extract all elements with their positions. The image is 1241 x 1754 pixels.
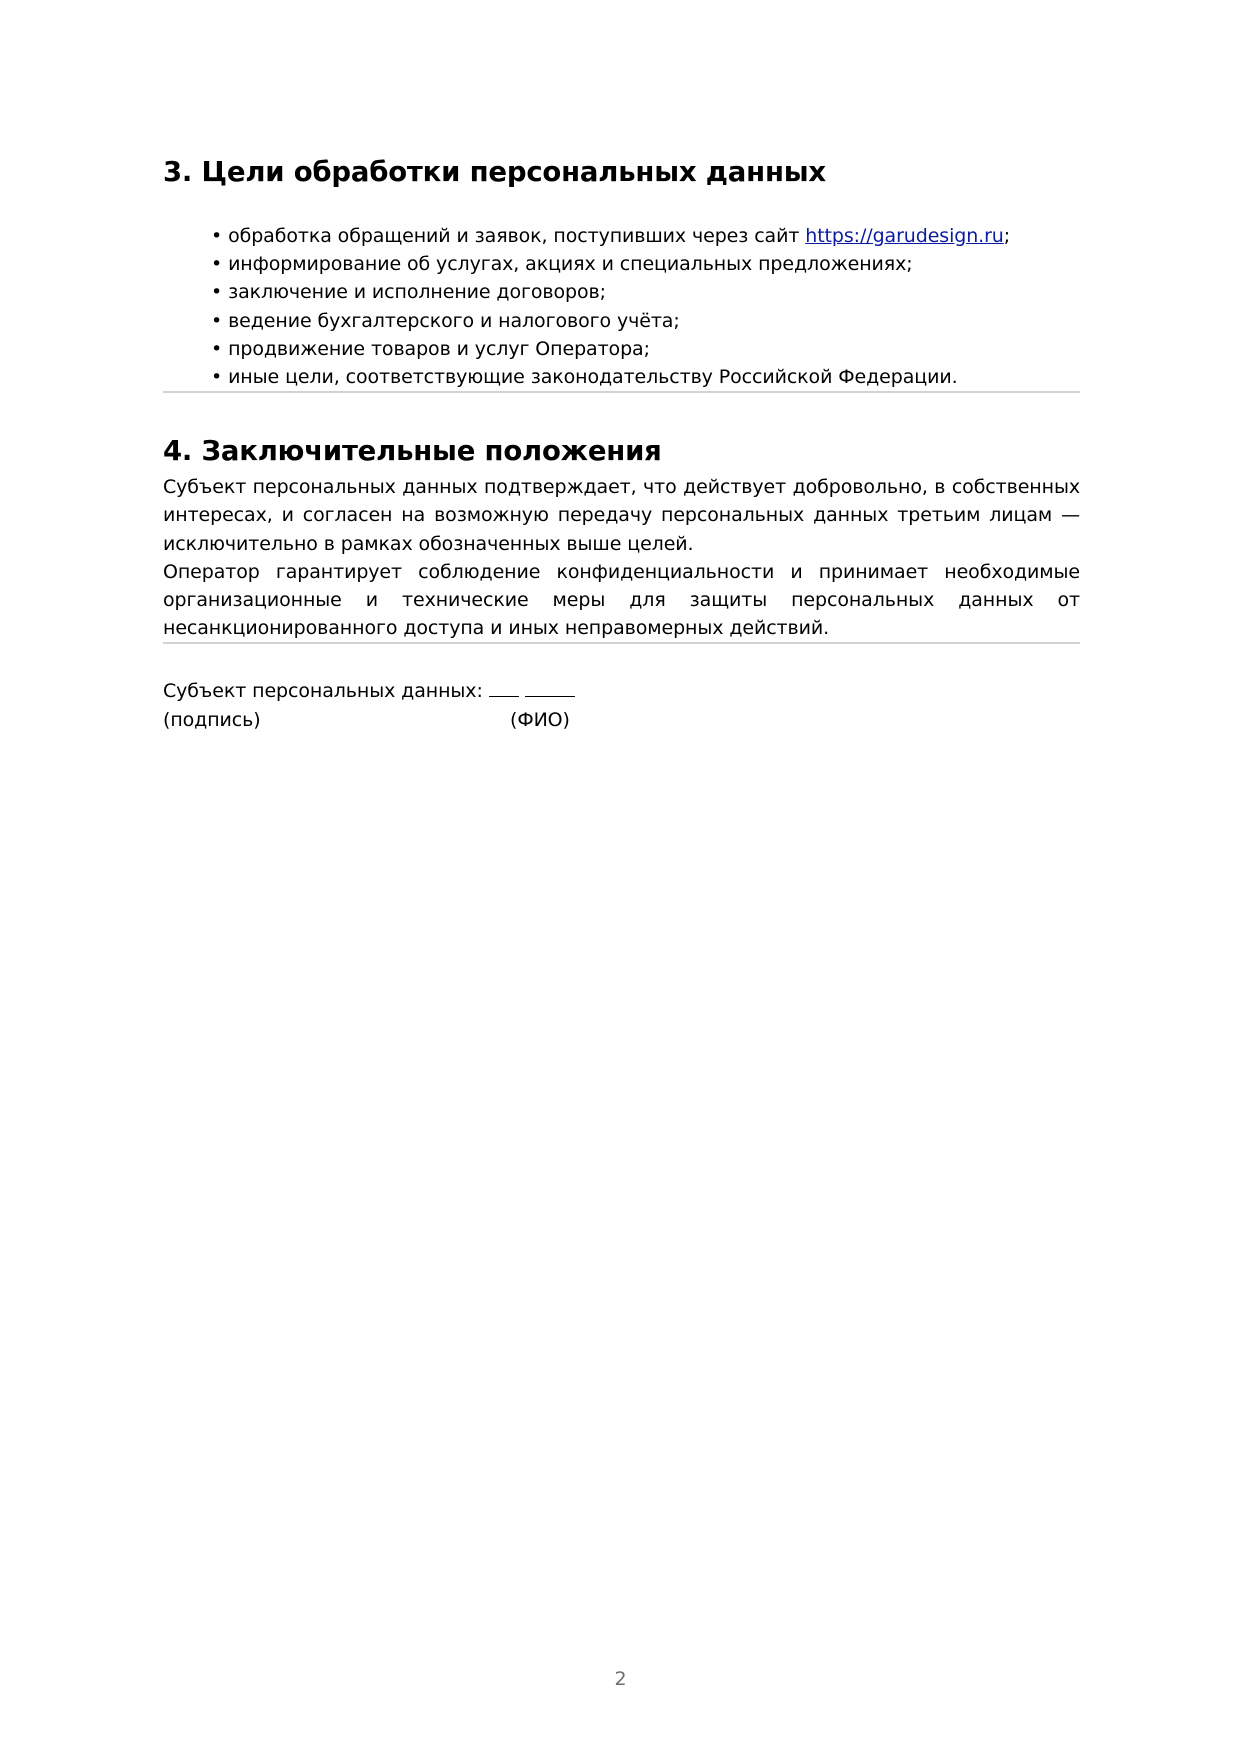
list-item [211,363,1080,391]
signature-caption: (подпись) [163,708,261,731]
name-caption: (ФИО) [510,708,570,731]
purposes-list [211,222,1080,391]
bullet-marker: • [211,253,223,276]
signature-blank [489,678,519,697]
list-item [211,335,1080,363]
page-content [163,150,1080,734]
list-item [211,278,1080,306]
confidentiality-paragraph: Оператор гарантирует соблюдение конфиденциальности и принимает необходимые организационные и технические меры для защиты персональных данных от несанкционированного доступа и иных неправомерных действий. [163,560,1080,640]
list-item [211,222,1080,250]
list-item-text: заключение и исполнение договоров; [228,281,606,304]
section-3-heading: 3. Цели обработки персональных данных [163,156,826,188]
section-divider [163,391,1080,393]
name-blank [525,678,575,697]
list-item-text: информирование об услугах, акциях и специальных предложениях; [228,253,913,276]
list-item-text: иные цели, соответствующие законодательству Российской Федерации. [228,366,958,389]
list-item-text: продвижение товаров и услуг Оператора; [228,337,650,360]
list-item-text-tail: ; [1003,225,1011,247]
list-item [211,250,1080,278]
bullet-marker: • [211,366,223,389]
section-4-heading: 4. Заключительные положения [163,435,662,468]
signature-captions [163,706,1080,734]
site-link[interactable]: https://garudesign.ru [805,225,1004,247]
signature-line [163,677,1080,705]
list-item [211,307,1080,335]
signature-label: Субъект персональных данных: [163,680,483,703]
signature-block [163,677,1080,733]
consent-paragraph: Субъект персональных данных подтверждает, что действует добровольно, в собственных интересах, и согласен на возможную передачу персональных данных третьим лицам — исключительно в рамках обозначенных выше целей. [163,476,1080,555]
signature-divider [163,642,1080,644]
page-number: 2 [614,1668,627,1690]
bullet-marker: • [211,281,223,304]
bullet-marker: • [211,309,223,332]
list-item-text: обработка обращений и заявок, поступивших через сайт [228,225,806,247]
list-item-text: ведение бухгалтерского и налогового учёта; [228,309,680,332]
bullet-marker: • [211,225,223,247]
bullet-marker: • [211,337,223,360]
